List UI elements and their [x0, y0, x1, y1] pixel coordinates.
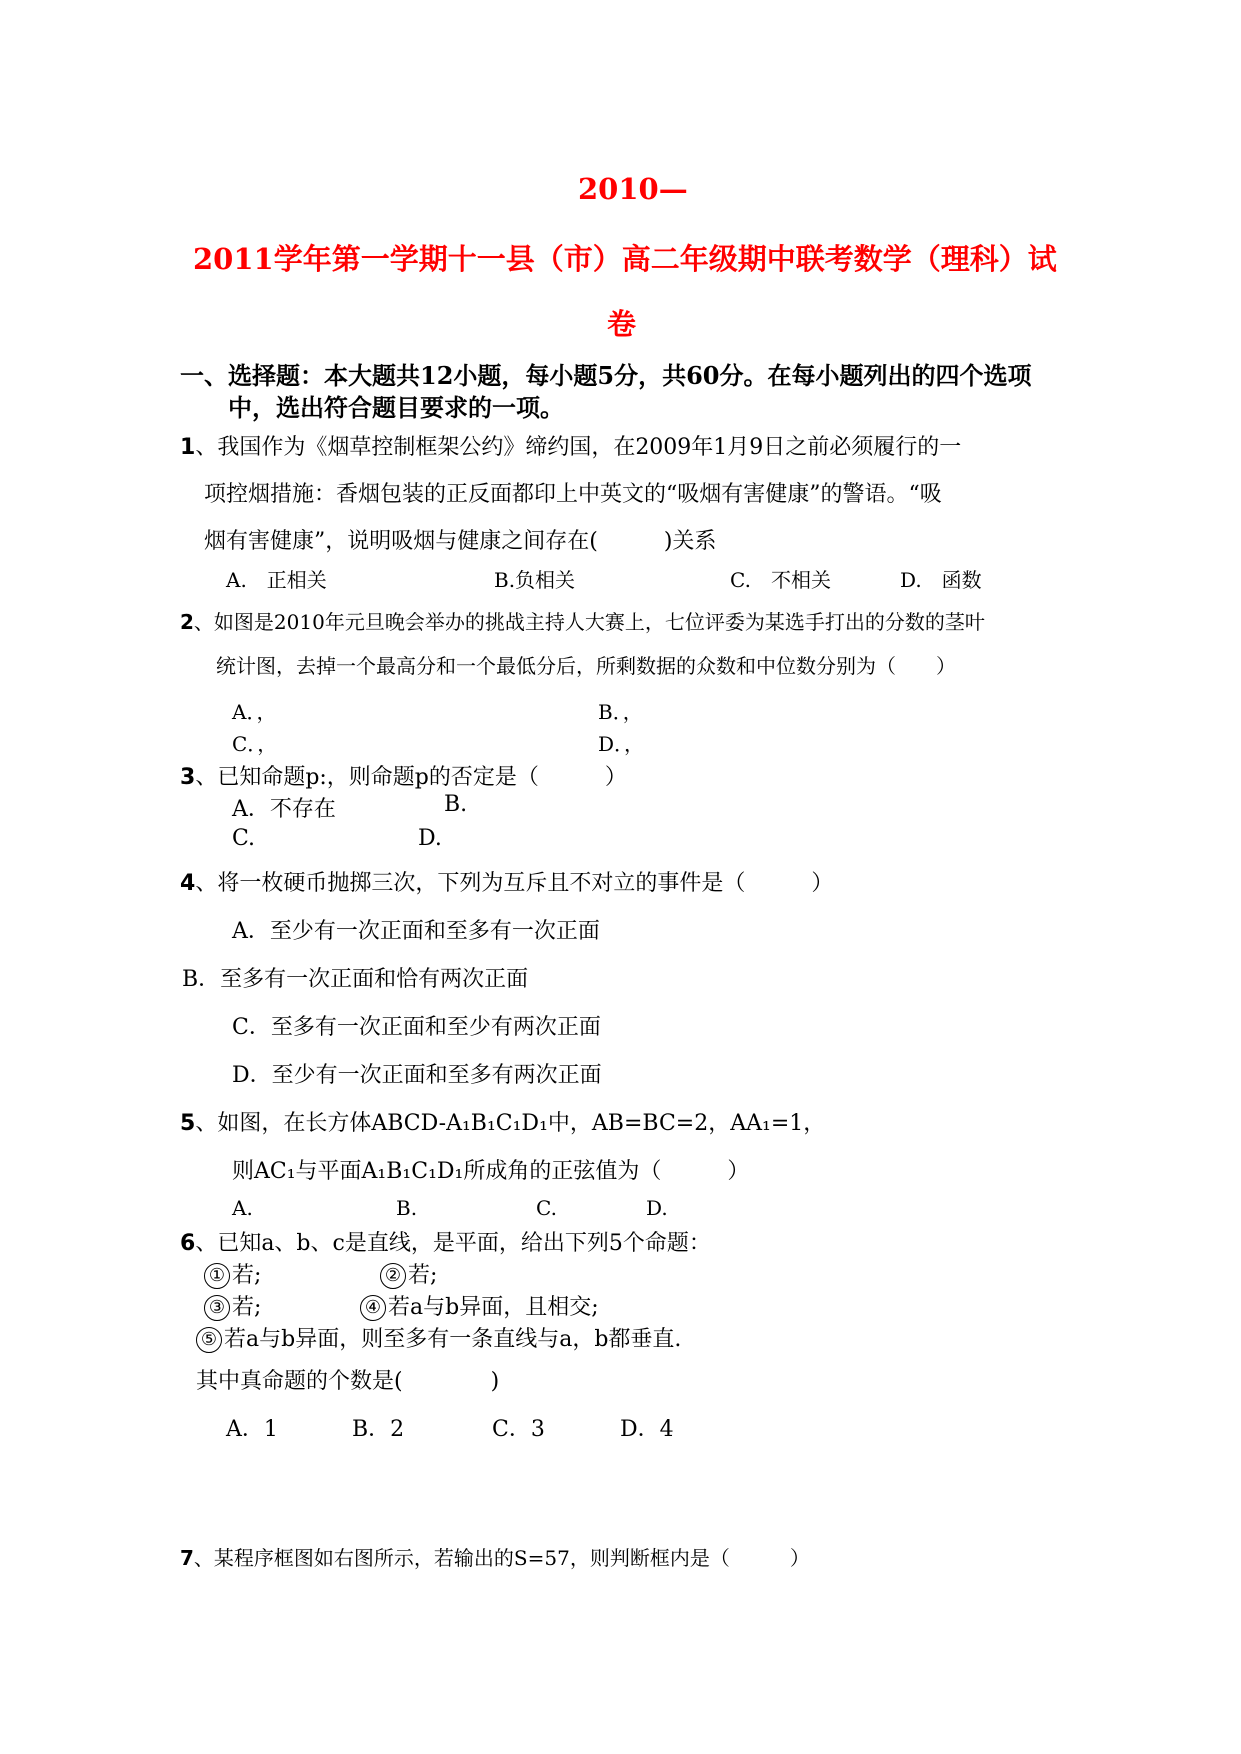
circled-number-1: ①	[204, 1263, 230, 1289]
question-7-text: 、某程序框图如右图所示，若输出的S=57，则判断框内是（ ）	[193, 1546, 810, 1570]
title-line2: 2011学年第一学期十一县（市）高二年级期中联考数学（理科）试	[193, 242, 1057, 276]
question-1-line3: 烟有害健康”，说明吸烟与健康之间存在( )关系	[204, 529, 717, 554]
proposition-2-text: 若;	[408, 1263, 438, 1288]
question-4-option-a: A．至少有一次正面和至多有一次正面	[232, 919, 600, 944]
question-6-option-d: D．4	[620, 1417, 674, 1442]
question-3-text: 、已知命题p:，则命题p的否定是（ ）	[195, 765, 627, 790]
question-1-option-d: D. 函数	[900, 568, 982, 592]
section-heading-line2: 中，选出符合题目要求的一项。	[228, 393, 564, 422]
question-7-line1	[180, 1542, 810, 1571]
question-1-option-b: B.负相关	[494, 568, 576, 592]
question-6-number: 6	[180, 1231, 196, 1256]
question-3-option-d: D.	[418, 826, 442, 851]
question-2-text: 、如图是2010年元旦晚会举办的挑战主持人大赛上，七位评委为某选手打出的分数的茎叶	[193, 610, 985, 634]
question-6-option-b: B．2	[352, 1417, 405, 1442]
title-line1: 2010—	[578, 172, 688, 206]
circled-number-5: ⑤	[196, 1327, 222, 1353]
question-1-option-c: C. 不相关	[730, 568, 831, 592]
question-4-option-b: B．至多有一次正面和恰有两次正面	[182, 967, 529, 992]
question-4-option-d: D．至少有一次正面和至多有两次正面	[232, 1063, 602, 1088]
question-4-line1	[180, 866, 833, 897]
question-2-option-d: D．，	[598, 732, 645, 756]
proposition-3-text: 若;	[232, 1295, 262, 1320]
question-6-option-c: C．3	[492, 1417, 545, 1442]
question-5-option-d: D.	[646, 1196, 668, 1220]
proposition-4-text: 若a与b异面，且相交;	[388, 1295, 599, 1320]
question-7-number: 7	[180, 1546, 194, 1570]
proposition-2	[380, 1258, 437, 1289]
question-4-text: 、将一枚硬币抛掷三次，下列为互斥且不对立的事件是（ ）	[195, 871, 834, 896]
question-5-line2: 则AC₁与平面A₁B₁C₁D₁所成角的正弦值为（ ）	[232, 1159, 750, 1184]
question-2-line2: 统计图，去掉一个最高分和一个最低分后，所剩数据的众数和中位数分别为（ ）	[216, 654, 956, 678]
proposition-1-text: 若;	[232, 1263, 262, 1288]
question-1-line1	[180, 430, 961, 461]
question-4-option-c: C．至多有一次正面和至少有两次正面	[232, 1015, 601, 1040]
question-1-option-a: A. 正相关	[226, 568, 327, 592]
title-line3: 卷	[607, 307, 637, 341]
question-2-option-c: C．，	[232, 732, 278, 756]
question-2-option-a: A．，	[232, 700, 277, 724]
circled-number-4: ④	[360, 1295, 386, 1321]
question-5-option-b: B.	[396, 1196, 418, 1220]
question-3-option-c: C.	[232, 826, 256, 851]
question-3-line1	[180, 760, 627, 791]
proposition-4	[360, 1290, 599, 1321]
question-6-ask: 其中真命题的个数是( )	[196, 1369, 500, 1394]
question-5-number: 5	[180, 1111, 196, 1136]
proposition-5	[196, 1322, 681, 1353]
circled-number-3: ③	[204, 1295, 230, 1321]
question-6-text: 、已知a、b、c是直线，是平面，给出下列5个命题：	[195, 1231, 711, 1256]
question-1-number: 1	[180, 435, 196, 460]
question-5-option-a: A.	[232, 1196, 253, 1220]
question-1-text: 、我国作为《烟草控制框架公约》缔约国，在2009年1月9日之前必须履行的一	[195, 435, 962, 460]
question-5-option-c: C.	[536, 1196, 557, 1220]
question-3-number: 3	[180, 765, 196, 790]
question-3-option-a: A．不存在	[232, 797, 336, 822]
question-4-number: 4	[180, 871, 196, 896]
question-2-option-b: B．，	[598, 700, 643, 724]
question-1-line2: 项控烟措施：香烟包装的正反面都印上中英文的“吸烟有害健康”的警语。“吸	[204, 482, 942, 507]
question-5-text: 、如图，在长方体ABCD-A₁B₁C₁D₁中，AB=BC=2，AA₁=1，	[195, 1111, 826, 1136]
section-heading-line1: 一、选择题：本大题共12小题，每小题5分，共60分。在每小题列出的四个选项	[180, 361, 1032, 390]
proposition-5-text: 若a与b异面，则至多有一条直线与a，b都垂直.	[224, 1327, 682, 1352]
question-3-option-b: B.	[444, 792, 468, 817]
question-6-option-a: A．1	[226, 1417, 278, 1442]
proposition-1	[204, 1258, 261, 1289]
question-2-line1	[180, 606, 985, 635]
question-5-line1	[180, 1106, 825, 1137]
proposition-3	[204, 1290, 261, 1321]
circled-number-2: ②	[380, 1263, 406, 1289]
question-2-number: 2	[180, 610, 194, 634]
question-6-line1	[180, 1226, 711, 1257]
